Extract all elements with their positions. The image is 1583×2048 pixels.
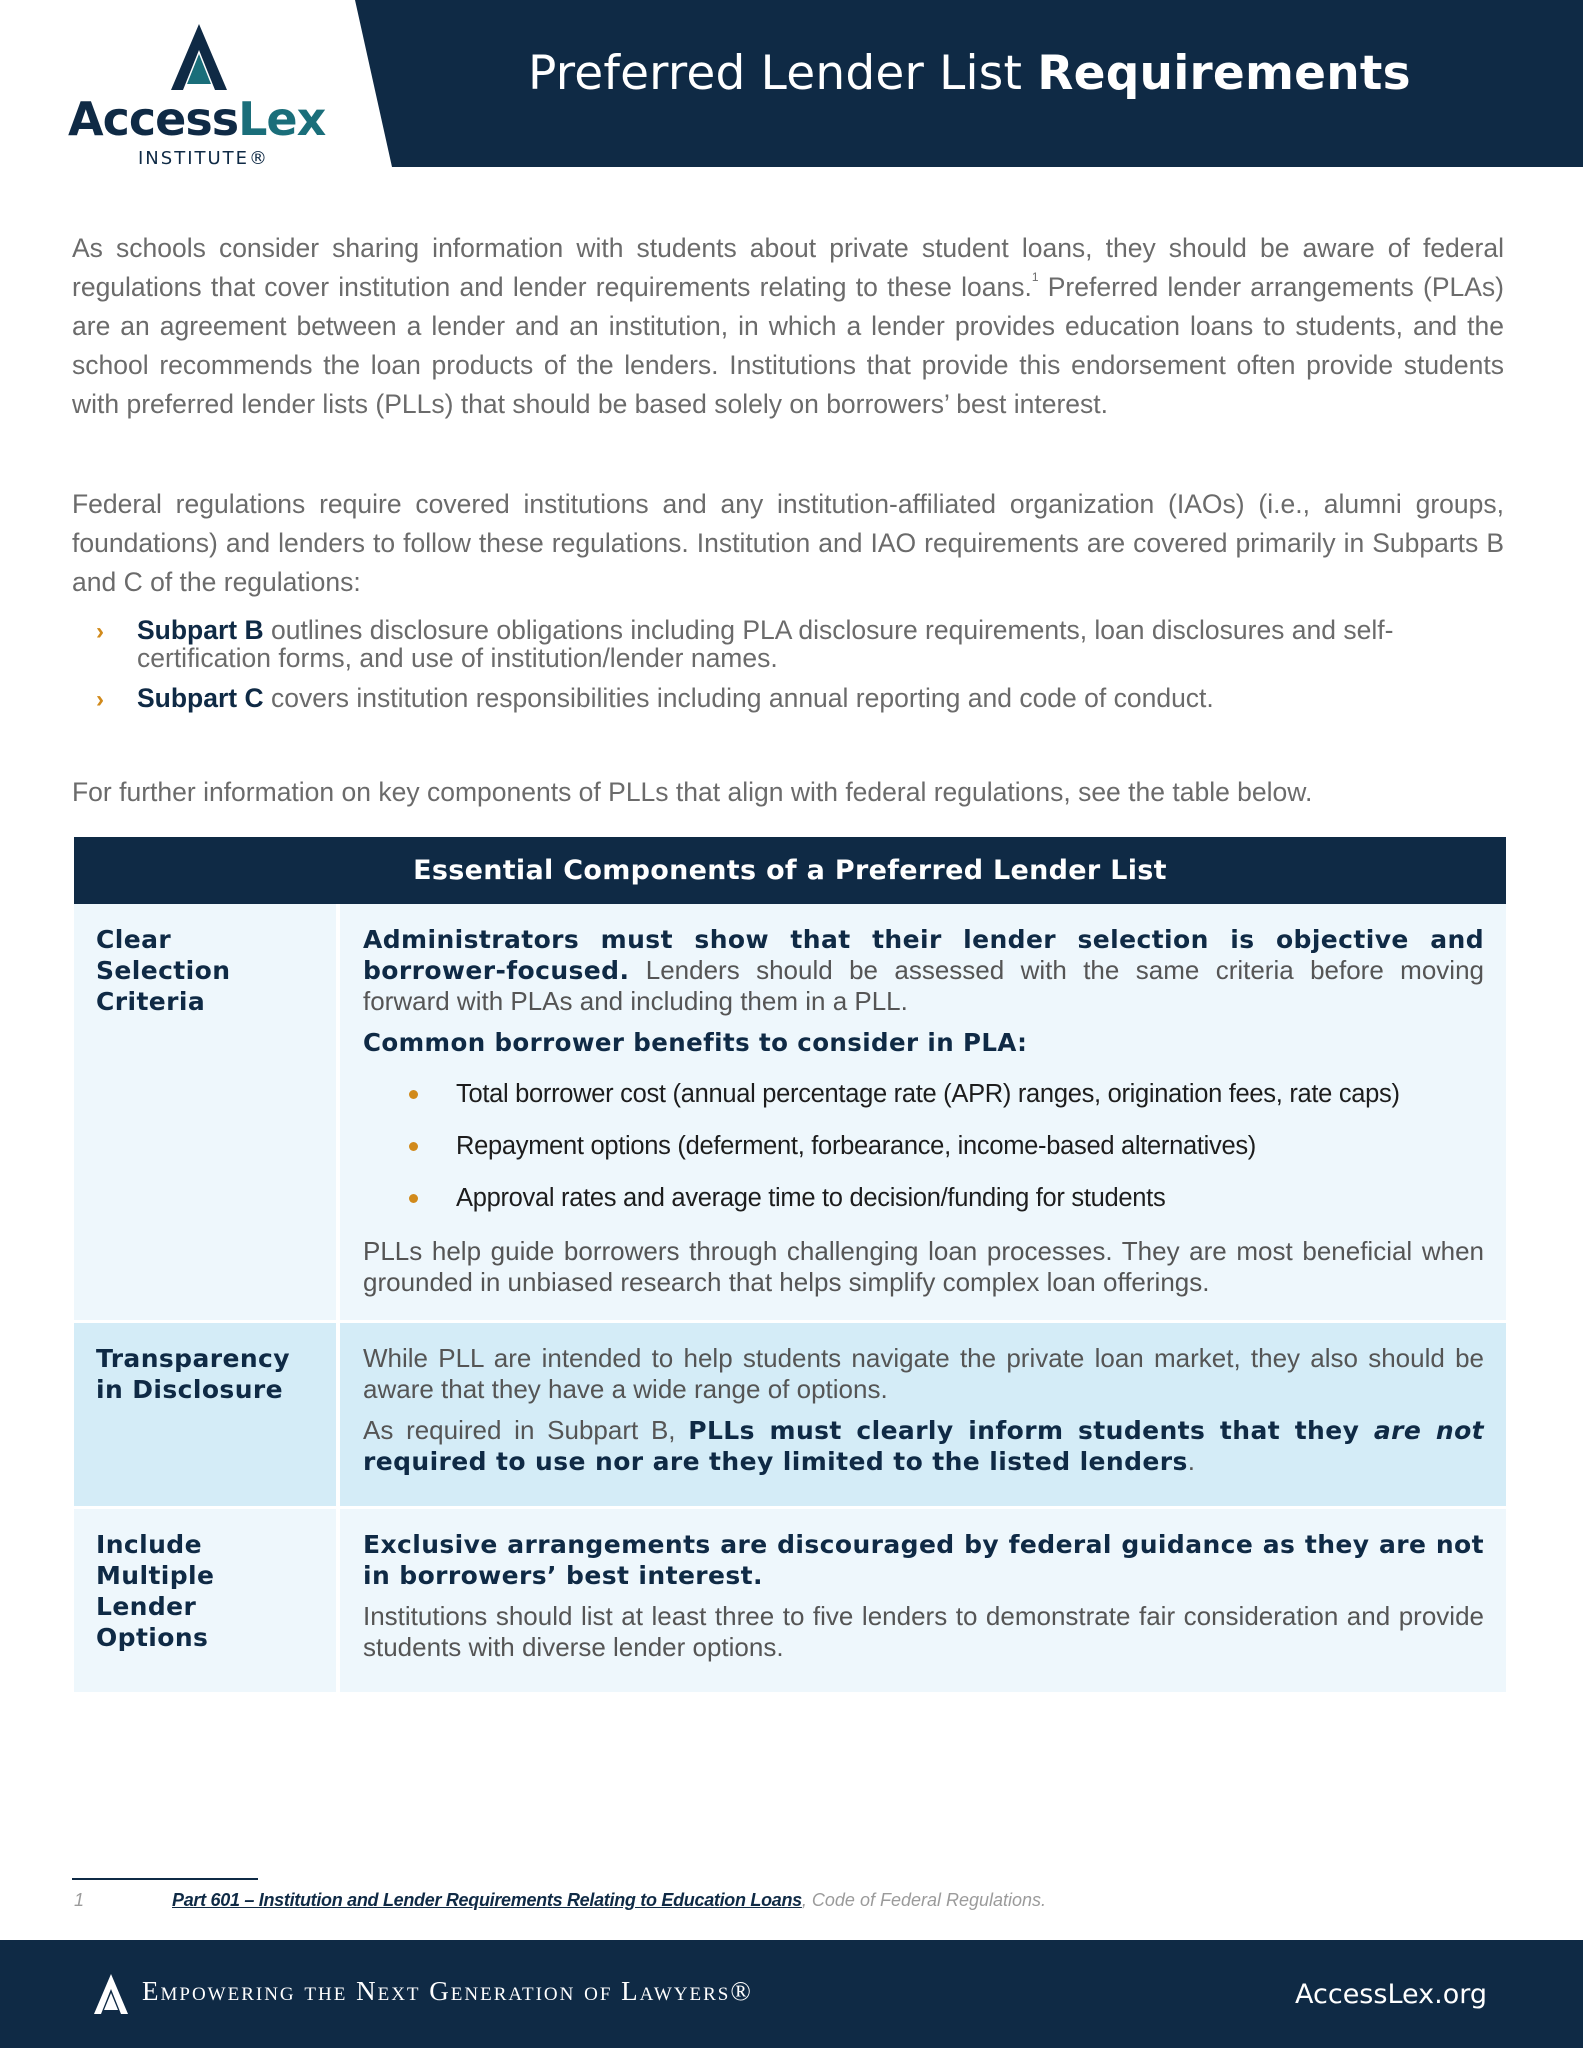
- chevron-right-icon: ›: [96, 686, 104, 713]
- regulation-link[interactable]: Part 601 – Institution and Lender Requirements Relating to Education Loans: [172, 1890, 802, 1910]
- bullet-dot-icon list-item: Repayment options (deferment, forbearance, income-based alternatives): [409, 1120, 1484, 1172]
- table-row: [74, 1323, 1506, 1509]
- footer-tagline: Empowering the Next Generation of Lawyers®: [142, 1976, 753, 2006]
- components-table: [74, 837, 1506, 1695]
- table-row: [74, 1509, 1506, 1695]
- closing-text: PLLs help guide borrowers through challenging loan processes. They are most beneficial when grounded in unbiased research that helps simplify complex loan offerings.: [363, 1236, 1484, 1297]
- row-text: While PLL are intended to help students navigate the private loan market, they also should be aware that they have a wide range of options.: [363, 1343, 1484, 1404]
- footnote: 1 Part 601 – Institution and Lender Requirements Relating to Education Loans, Code of Federal Regulations.: [74, 1890, 1047, 1910]
- intro-paragraph-2: Federal regulations require covered institutions and any institution-affiliated organization (IAOs) (i.e., alumni groups, foundations) and lenders to follow these regulations. Institution and IAO requirements are covered primarily in Subparts B and C of the regulations:: [72, 489, 1504, 597]
- accesslex-logo-mark-icon: [171, 24, 227, 90]
- intro-paragraph-3: For further information on key components of PLLs that align with federal regulations, see the table below.: [72, 777, 1313, 807]
- page-title: Preferred Lender List Requirements: [528, 46, 1411, 101]
- row-text: Institutions should list at least three to five lenders to demonstrate fair consideration and provide students with diverse lender options.: [363, 1601, 1484, 1662]
- intro-paragraph-1: As schools consider sharing information with students about private student loans, they should be aware of federal regulations that cover institution and lender requirements relating to these loans.$^1$ Preferred lender arrangements (PLAs) are an agreement between a lender and an institution, in which a lender provides education loans to students, and the school recommends the loan products of the lenders. Institutions that provide this endorsement often provide students with preferred lender lists (PLLs) that should be based solely on borrowers’ best interest.: [72, 233, 1504, 419]
- footnote-ref: 1: [1031, 270, 1039, 284]
- row-label: Transparency in Disclosure: [74, 1323, 340, 1506]
- list-item: › Subpart C covers institution responsibilities including annual reporting and code of conduct.: [96, 683, 1214, 713]
- row-label: Clear Selection Criteria: [74, 904, 340, 1320]
- list-item: › Subpart B outlines disclosure obligations including PLA disclosure requirements, loan disclosures and self-certification forms, and use of institution/lender names.: [96, 615, 1394, 673]
- logo-subline: INSTITUTE®: [138, 148, 270, 169]
- logo-wordmark: AccessLex: [68, 92, 326, 146]
- row-content: Exclusive arrangements are discouraged by federal guidance as they are not in borrowers’ best interest. Institutions should list at least three to five lenders to demonstrate fair consideration and provide students with diverse lender options.: [363, 1530, 1484, 1662]
- row-content: [340, 1323, 1506, 1506]
- row-content: Administrators must show that their lender selection is objective and borrower-focused. Lenders should be assessed with the same criteria before moving forward with PLAs and including them in a PLL. Common borrower benefits to consider in PLA: Total borrower cost (annual percentage rate (APR) ranges, origination fees, rate caps) Repayment options (deferment, forbearance, income-based alternatives) Approval rates and average time to decision/funding for students PLLs help guide borrowers through challenging loan processes. They are most beneficial when grounded in unbiased research that helps simplify complex loan offerings.: [363, 925, 1484, 1297]
- benefits-list: [363, 1068, 1484, 1224]
- table-row: [74, 904, 1506, 1323]
- footer-url[interactable]: AccessLex.org: [1295, 1979, 1487, 2010]
- bullet-dot-icon list-item: Total borrower cost (annual percentage rate (APR) ranges, origination fees, rate caps): [409, 1068, 1484, 1120]
- footer: [0, 1940, 1583, 2048]
- table-title: Essential Components of a Preferred Lender List: [74, 837, 1506, 904]
- row-label: Include Multiple Lender Options: [74, 1509, 340, 1692]
- accesslex-logo-mark-icon: [94, 1974, 128, 2014]
- footnote-number: 1: [74, 1890, 85, 1910]
- row-text: As required in Subpart B, PLLs must clearly inform students that they are not required to use nor are they limited to the listed lenders.: [363, 1415, 1484, 1476]
- subpart-list: [96, 616, 1506, 724]
- accesslex-logo: [68, 24, 338, 169]
- chevron-right-icon: ›: [96, 618, 104, 645]
- benefits-heading: Common borrower benefits to consider in PLA:: [363, 1028, 1028, 1057]
- bullet-dot-icon list-item: Approval rates and average time to decision/funding for students: [409, 1172, 1484, 1224]
- footnote-divider: [72, 1878, 258, 1880]
